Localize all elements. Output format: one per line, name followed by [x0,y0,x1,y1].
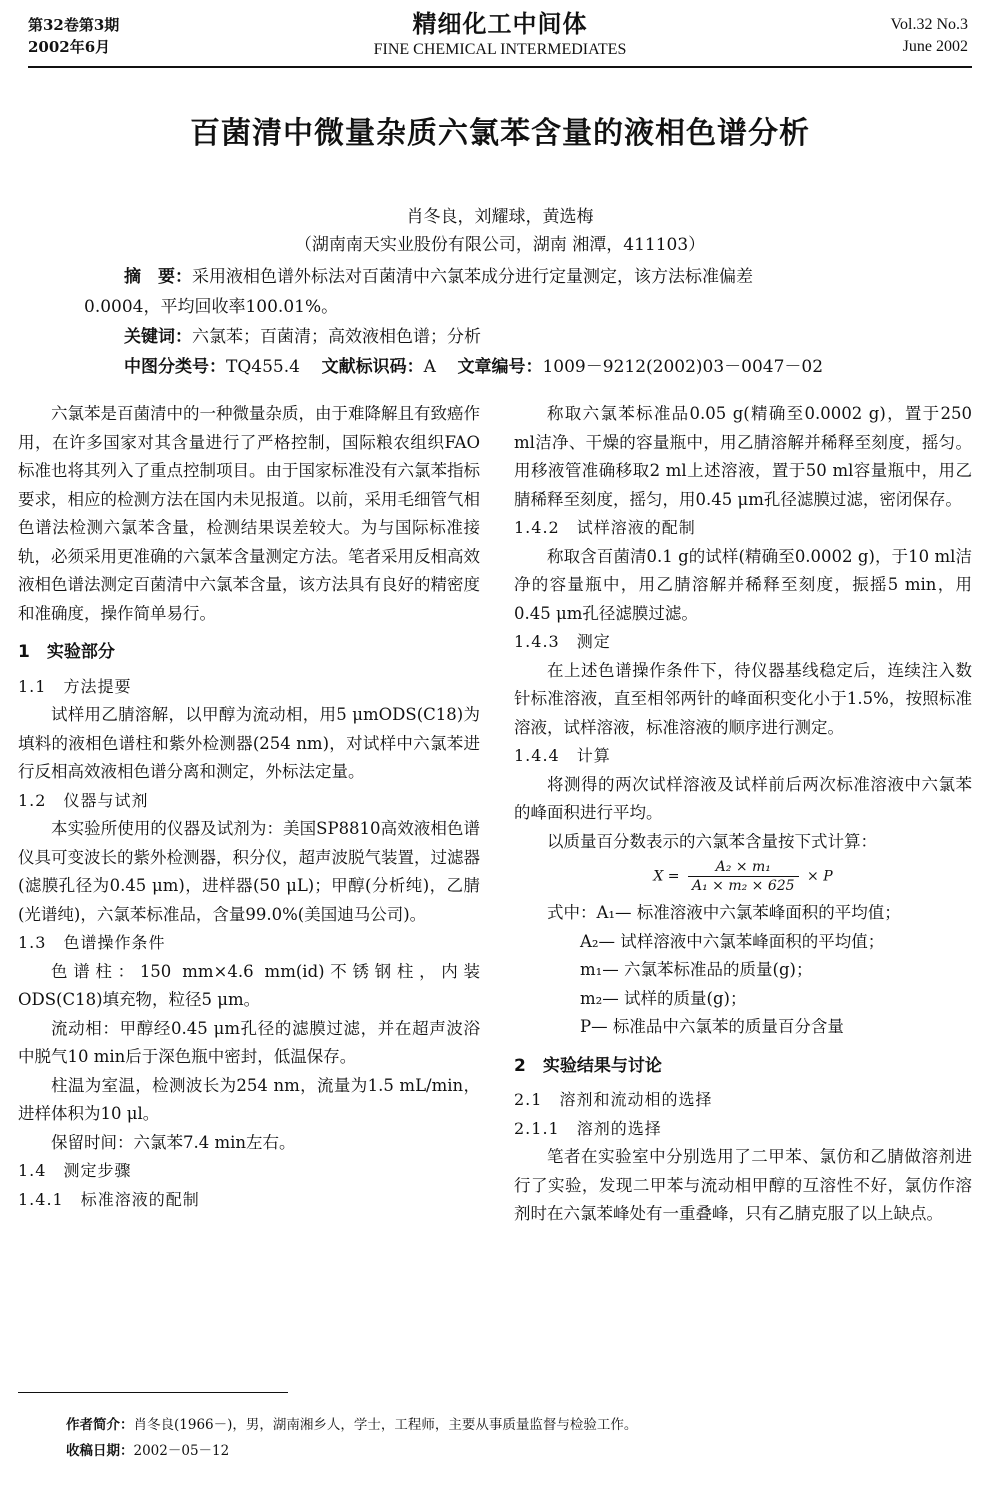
abstract-text-1: 采用液相色谱外标法对百菌清中六氯苯成分进行定量测定，该方法标准偏差 [192,267,753,287]
volume-issue-en: Vol.32 No.3 [890,16,968,33]
section-1-4-1-heading: 1.4.1 标准溶液的配制 [18,1189,200,1209]
column-temp: 柱温为室温，检测波长为254 nm，流量为1.5 mL/min，进样体积为10 μl。 [18,1075,480,1123]
received-date-text: 2002－05－12 [133,1443,230,1459]
section-1-heading: 1 实验部分 [18,642,115,662]
journal-name-cn: 精细化工中间体 [412,9,588,38]
author-bio-text: 肖冬良(1966－)，男，湖南湘乡人，学士，工程师，主要从事质量监督与检验工作。 [133,1417,638,1433]
section-1-3-heading: 1.3 色谱操作条件 [18,933,166,952]
keywords-text: 六氯苯；百菌清；高效液相色谱；分析 [192,327,481,347]
classification [84,352,924,382]
section-2-heading: 2 实验结果与讨论 [514,1055,662,1076]
received-date-label: 收稿日期： [66,1443,134,1459]
section-2-1-heading: 2.1 溶剂和流动相的选择 [514,1090,713,1109]
section-1-4-4-heading: 1.4.4 计算 [514,746,611,765]
issue-date-en: June 2002 [902,38,968,55]
formula [514,858,972,895]
volume-issue: 第32卷第3期 [28,16,120,34]
keywords-label: 关键词： [124,327,192,347]
header-divider [28,66,972,68]
article-no-value: 1009－9212(2002)03－0047－02 [542,357,824,377]
right-column [514,400,972,1229]
received-date [66,1438,229,1464]
affiliation: （湖南南天实业股份有限公司，湖南 湘潭，411103） [294,235,706,255]
author-bio-label: 作者简介： [66,1417,134,1433]
journal-name [300,8,700,60]
class-label: 中图分类号： [124,357,226,377]
formula-denominator: A₁ × m₂ × 625 [691,878,795,894]
paper-title: 百菌清中微量杂质六氯苯含量的液相色谱分析 [190,116,810,151]
section-1-4-heading: 1.4 测定步骤 [18,1161,132,1180]
article-no-label: 文章编号： [457,357,543,377]
retention-time: 保留时间：六氯苯7.4 min左右。 [51,1132,296,1152]
section-2-1-1-text: 笔者在实验室中分别选用了二甲苯、氯仿和乙腈做溶剂进行了实验，发现二甲苯与流动相甲醇的互溶性不好，氯仿作溶剂时在六氯苯峰处有一重叠峰，只有乙腈克服了以上缺点。 [514,1147,972,1223]
abstract-text-2: 0.0004，平均回收率100.01%。 [84,297,339,317]
calc-text-1: 将测得的两次试样溶液及试样前后两次标准溶液中六氯苯的峰面积进行平均。 [514,774,972,822]
author-list: 肖冬良，刘耀球，黄选梅 [406,207,594,227]
column-spec: 色谱柱：150 mm×4.6 mm(id)不锈钢柱，内装ODS(C18)填充物，粒径5 μm。 [18,961,480,1009]
section-1-1-text: 试样用乙腈溶解，以甲醇为流动相，用5 μmODS(C18)为填料的液相色谱柱和紫外检测器(254 nm)，对试样中六氯苯进行反相高效液相色谱分离和测定，外标法定量。 [18,705,480,781]
author-bio [66,1412,637,1438]
section-1-2-heading: 1.2 仪器与试剂 [18,790,149,810]
calc-text-2: 以质量百分数表示的六氯苯含量按下式计算： [547,831,877,851]
section-1-4-2-heading: 1.4.2 试样溶液的配制 [514,518,696,537]
variable-p: P— 标准品中六氯苯的质量百分含量 [580,1017,844,1036]
doc-code-value: A [423,357,436,377]
formula-lhs: X = [653,868,680,885]
class-value: TQ455.4 [226,357,300,377]
section-1-1-heading: 1.1 方法提要 [18,676,132,696]
variable-a2: A₂— 试样溶液中六氯苯峰面积的平均值； [580,931,885,951]
variable-a1: 式中：A₁— 标准溶液中六氯苯峰面积的平均值； [547,903,901,922]
formula-rhs: × P [807,868,833,885]
footnote-divider [18,1392,288,1393]
sample-solution-text: 称取含百菌清0.1 g的试样(精确至0.0002 g)，于10 ml洁净的容量瓶中，用乙腈溶解并稀释至刻度，振摇5 min，用0.45 μm孔径滤膜过滤。 [514,546,972,623]
issue-date: 2002年6月 [28,38,111,56]
intro-paragraph: 六氯苯是百菌清中的一种微量杂质，由于难降解且有致癌作用，在许多国家对其含量进行了严格控制，国际粮农组织FAO标准也将其列入了重点控制项目。由于国家标准没有六氯苯指标要求，相应的检测方法在国内未见报道。以前，采用毛细管气相色谱法检测六氯苯含量，检测结果误差较大。为与国际标准接轨，必须采用更准确的六氯苯含量测定方法。笔者采用反相高效液相色谱法测定百菌清中六氯苯含量，该方法具有良好的精密度和准确度，操作简单易行。 [18,404,480,623]
section-1-4-3-heading: 1.4.3 测定 [514,632,611,651]
abstract-block [84,262,924,382]
section-2-1-1-heading: 2.1.1 溶剂的选择 [514,1118,662,1138]
keywords [84,322,924,352]
journal-name-en: FINE CHEMICAL INTERMEDIATES [373,41,627,58]
formula-fraction [688,858,799,895]
mobile-phase: 流动相：甲醇经0.45 μm孔径的滤膜过滤，并在超声波浴中脱气10 min后于深色瓶中密封，低温保存。 [18,1018,480,1066]
issue-info-en [891,14,969,58]
left-column [18,400,480,1214]
measurement-text: 在上述色谱操作条件下，待仪器基线稳定后，连续注入数针标准溶液，直至相邻两针的峰面积变化小于1.5%，按照标准溶液，试样溶液，标准溶液的顺序进行测定。 [514,660,972,737]
issue-info [28,14,119,58]
formula-numerator: A₂ × m₁ [688,858,799,877]
abstract [84,262,924,292]
standard-solution-text: 称取六氯苯标准品0.05 g(精确至0.0002 g)，置于250 ml洁净、干燥的容量瓶中，用乙腈溶解并稀释至刻度，摇匀。用移液管准确移取2 ml上述溶液，置于50 ml容量瓶中，用乙腈稀释至刻度，摇匀，用0.45 μm孔径滤膜过滤，密闭保存。 [514,404,972,509]
doc-code-label: 文献标识码： [321,357,424,377]
variable-m2: m₂— 试样的质量(g)； [580,988,747,1008]
section-1-2-text: 本实验所使用的仪器及试剂为：美国SP8810高效液相色谱仪具可变波长的紫外检测器，积分仪，超声波脱气装置，过滤器(滤膜孔径为0.45 μm)，进样器(50 μL)；甲醇(分析纯)，乙腈(光谱纯)，六氯苯标准品，含量99.0%(美国迪马公司)。 [18,819,480,924]
abstract-label: 摘 要： [124,267,192,287]
variable-m1: m₁— 六氯苯标准品的质量(g)； [580,960,813,979]
